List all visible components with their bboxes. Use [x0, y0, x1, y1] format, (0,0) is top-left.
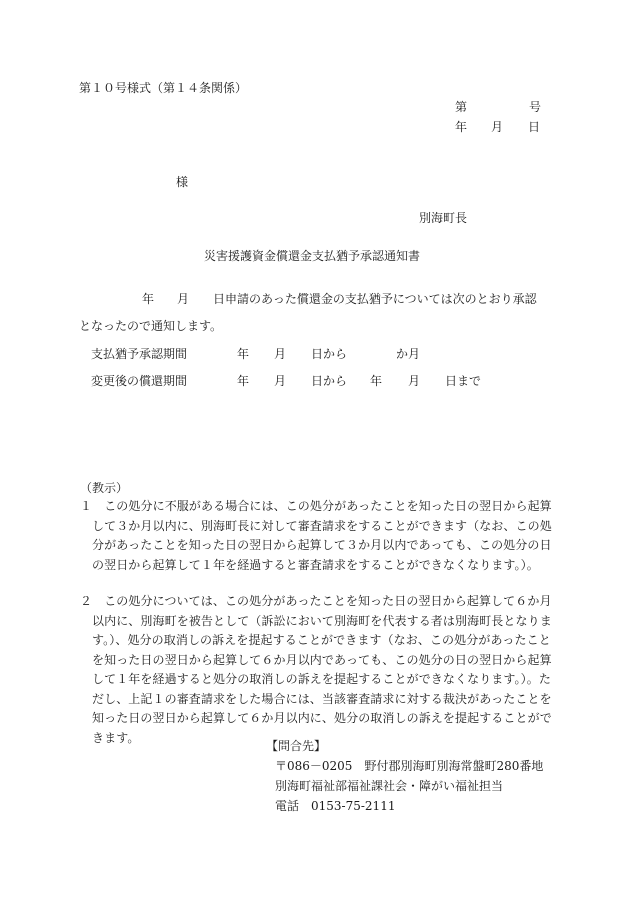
row-end-year-label: 年 [370, 374, 383, 388]
notice-line: 以内に、別海町を被告として（訴訟において別海町を代表する者は別海町長となりま [92, 613, 552, 628]
body-month-label: 月 [177, 292, 190, 306]
contact-heading: 【問合先】 [266, 739, 327, 753]
row-month-label: 月 [274, 374, 287, 388]
contact-department: 別海町福祉部福祉課社会・障がい福祉担当 [275, 779, 504, 793]
contact-phone: 電話 0153-75-2111 [275, 799, 396, 813]
row-end-day-label: 日まで [445, 374, 482, 388]
notice-item-1 [80, 497, 556, 575]
notice-line: きます。 [92, 730, 140, 745]
notice-line: を知った日の翌日から起算して６か月以内であっても、この処分の日の翌日から起算 [92, 652, 552, 667]
body-year-label: 年 [142, 292, 155, 306]
notice-line: して３か月以内に、別海町長に対して審査請求をすることができます（なお、この処 [92, 518, 552, 533]
notice-item-2 [80, 592, 556, 748]
notice-line: の翌日から起算して１年を経過すると審査請求をすることができなくなります。）。 [92, 557, 539, 572]
notice-line: 知った日の翌日から起算して６か月以内に、処分の取消しの訴えを提起することがで [92, 711, 552, 725]
row-day-label: 日から [311, 347, 348, 361]
row-end-month-label: 月 [408, 374, 421, 388]
row-label: 変更後の償還期間 [91, 374, 188, 388]
date-day-label: 日 [528, 120, 541, 134]
document-title: 災害援護資金償還金支払猶予承認通知書 [204, 249, 421, 263]
notice-line: して１年を経過すると処分の取消しの訴えを提起することができなくなります。）。た [92, 672, 551, 686]
doc-number-suffix: 号 [529, 100, 542, 114]
notice-line: だし、上記１の審査請求をした場合には、当該審査請求に対する裁決があったことを [92, 691, 552, 706]
body-line2-text: となったので通知します。 [79, 319, 223, 333]
form-number: 第１０号様式（第１４条関係） [79, 81, 248, 95]
row-months-label: か月 [396, 347, 421, 361]
row-year-label: 年 [237, 347, 250, 361]
date-month-label: 月 [491, 120, 504, 134]
notice-line: 分があったことを知った日の翌日から起算して３か月以内であっても、この処分の日 [92, 538, 552, 552]
sender-name: 別海町長 [419, 211, 468, 225]
body-line1-text: 日申請のあった償還金の支払猶予については次のとおり承認 [213, 292, 537, 306]
doc-number-prefix: 第 [455, 100, 468, 114]
row-year-label: 年 [237, 374, 250, 388]
date-year-label: 年 [455, 120, 468, 134]
notice-line: ２ この処分については、この処分があったことを知った日の翌日から起算して６か月 [80, 594, 552, 608]
recipient-honorific: 様 [176, 175, 189, 189]
notice-line: す。）、処分の取消しの訴えを提起することができます（なお、この処分があったこと [92, 633, 551, 647]
contact-address: 〒086－0205 野付郡別海町別海常盤町280番地 [275, 759, 544, 773]
row-label: 支払猶予承認期間 [91, 347, 188, 361]
notice-heading: （教示） [80, 481, 129, 495]
notice-line: １ この処分に不服がある場合には、この処分があったことを知った日の翌日から起算 [80, 499, 552, 513]
row-month-label: 月 [274, 347, 287, 361]
row-day-label: 日から [311, 374, 348, 388]
